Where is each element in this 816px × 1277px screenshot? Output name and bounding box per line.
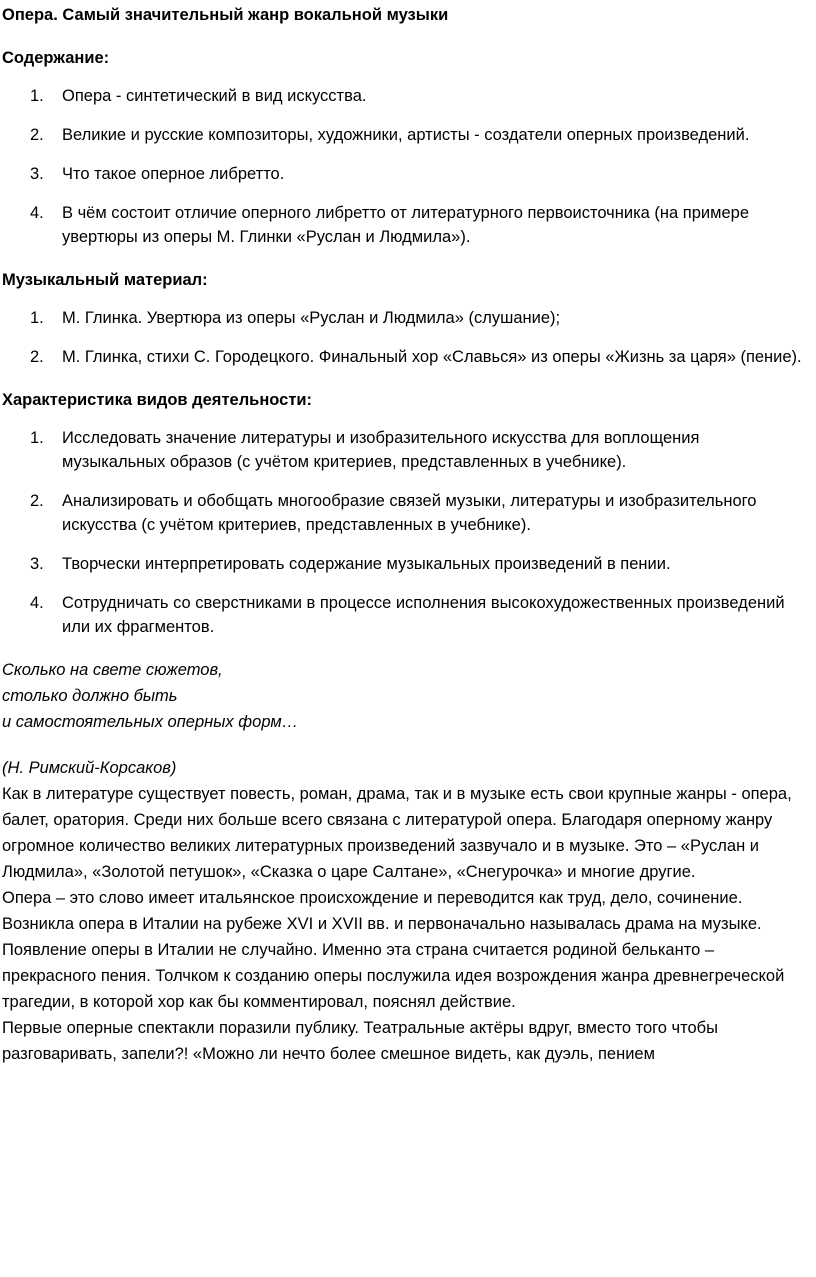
list-item-text: Что такое оперное либретто. <box>62 165 285 183</box>
list-item-text: Сотрудничать со сверстниками в процессе исполнения высокохудожественных произведений или их фрагментов. <box>62 594 785 636</box>
content-list <box>2 84 806 249</box>
list-item <box>2 591 806 639</box>
list-item <box>2 84 806 108</box>
list-item-text: М. Глинка, стихи С. Городецкого. Финальный хор «Славься» из оперы «Жизнь за царя» (пение). <box>62 348 802 366</box>
list-item-text: Исследовать значение литературы и изобразительного искусства для воплощения музыкальных образов (с учётом критериев, представленных в учебнике). <box>62 429 700 471</box>
list-item <box>2 426 806 474</box>
list-item <box>2 306 806 330</box>
body-paragraph: Первые оперные спектакли поразили публику. Театральные актёры вдруг, вместо того чтобы разговаривать, запели?! «Можно ли нечто более смешное видеть, как дуэль, пением <box>2 1019 718 1063</box>
activity-heading: Характеристика видов деятельности: <box>2 391 313 409</box>
epigraph-line: Сколько на свете сюжетов, <box>2 661 223 679</box>
list-item <box>2 162 806 186</box>
list-item-text: Творчески интерпретировать содержание музыкальных произведений в пении. <box>62 555 671 573</box>
list-item <box>2 552 806 576</box>
list-number: 3. <box>30 165 44 183</box>
music-list <box>2 306 806 369</box>
list-item <box>2 345 806 369</box>
list-item-text: Опера - синтетический в вид искусства. <box>62 87 367 105</box>
body-paragraph: Как в литературе существует повесть, роман, драма, так и в музыке есть свои крупные жанры - опера, балет, оратория. Среди них больше всего связана с литературой опера. Благодаря оперному жанру огромное количество великих литературных произведений зазвучало и в музыке. Это – «Руслан и Людмила», «Золотой петушок», «Сказка о царе Салтане», «Снегурочка» и многие другие. <box>2 785 792 881</box>
list-number: 2. <box>30 126 44 144</box>
list-item-text: Великие и русские композиторы, художники, артисты - создатели оперных произведений. <box>62 126 750 144</box>
epigraph <box>2 657 806 735</box>
list-item <box>2 123 806 147</box>
epigraph-line: столько должно быть <box>2 687 178 705</box>
list-number: 2. <box>30 492 44 510</box>
list-item <box>2 489 806 537</box>
list-item-text: Анализировать и обобщать многообразие связей музыки, литературы и изобразительного искусства (с учётом критериев, представленных в учебнике). <box>62 492 757 534</box>
music-heading: Музыкальный материал: <box>2 271 208 289</box>
list-number: 1. <box>30 87 44 105</box>
epigraph-line: и самостоятельных оперных форм… <box>2 713 299 731</box>
list-number: 3. <box>30 555 44 573</box>
list-number: 2. <box>30 348 44 366</box>
body-paragraph: Опера – это слово имеет итальянское происхождение и переводится как труд, дело, сочинение. Возникла опера в Италии на рубеже XVI и XVII вв. и первоначально называлась драма на музыке. Появление оперы в Италии не случайно. Именно эта страна считается родиной бельканто – прекрасного пения. Толчком к созданию оперы послужила идея возрождения жанра древнегреческой трагедии, в которой хор как бы комментировал, пояснял действие. <box>2 889 785 1011</box>
list-item-text: В чём состоит отличие оперного либретто от литературного первоисточника (на примере увертюры из оперы М. Глинки «Руслан и Людмила»). <box>62 204 750 246</box>
list-number: 1. <box>30 429 44 447</box>
list-item <box>2 201 806 249</box>
content-heading: Содержание: <box>2 49 110 67</box>
list-item-text: М. Глинка. Увертюра из оперы «Руслан и Людмила» (слушание); <box>62 309 561 327</box>
epigraph-author: (Н. Римский-Корсаков) <box>2 759 177 777</box>
list-number: 4. <box>30 594 44 612</box>
list-number: 4. <box>30 204 44 222</box>
list-number: 1. <box>30 309 44 327</box>
activity-list <box>2 426 806 639</box>
document-title: Опера. Самый значительный жанр вокальной музыки <box>2 6 449 24</box>
